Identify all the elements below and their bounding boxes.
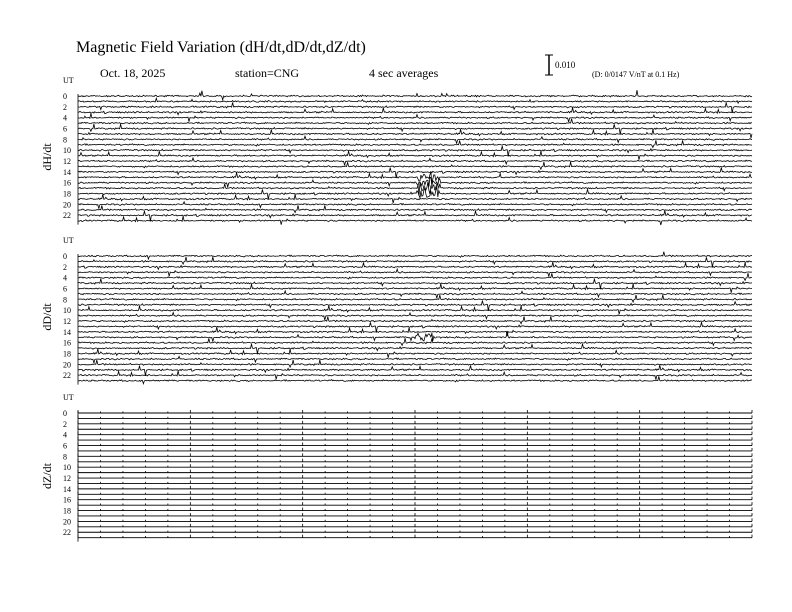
hour-tick-label: 4 [63,430,67,440]
trace-line [78,269,752,277]
date-label: Oct. 18, 2025 [100,66,166,80]
ut-axis-label: UT [63,236,74,245]
trace-line [78,306,752,315]
hour-tick-label: 4 [63,273,67,283]
trace-line [78,151,752,160]
trace-line [78,291,752,299]
trace-line [78,295,752,302]
trace-line [78,177,752,187]
hour-tick-label: 22 [63,528,71,538]
trace-line [78,338,752,345]
trace-line [78,262,752,269]
trace-line [78,356,752,363]
hour-tick-label: 6 [63,441,67,451]
hour-tick-label: 10 [63,463,71,473]
trace-line [78,102,752,113]
hour-tick-label: 14 [63,167,71,177]
trace-line [78,108,752,115]
trace-line [78,140,752,147]
trace-line [78,344,752,354]
hour-tick-label: 20 [63,360,71,370]
hour-tick-label: 12 [63,474,71,484]
hour-tick-label: 8 [63,135,67,145]
trace-line [78,257,752,268]
hour-tick-label: 20 [63,200,71,210]
hour-tick-label: 16 [63,338,71,348]
hour-tick-label: 14 [63,484,71,494]
hour-tick-label: 10 [63,146,71,156]
hour-tick-label: 22 [63,211,71,221]
trace-line [78,90,752,100]
hour-tick-label: 14 [63,327,71,337]
hour-tick-label: 8 [63,452,67,462]
trace-line [78,194,752,203]
chart-title: Magnetic Field Variation (dH/dt,dD/dt,dZ/dt) [76,39,366,56]
hour-tick-label: 12 [63,317,71,327]
hour-tick-label: 0 [63,92,67,101]
hour-tick-label: 2 [63,102,67,112]
hour-tick-label: 0 [63,252,67,261]
trace-line [78,252,752,259]
trace-line [78,129,752,138]
trace-line [78,119,752,125]
panel-ylabel: dD/dt [40,303,54,331]
hour-tick-label: 18 [63,506,71,516]
hour-tick-label: 2 [63,262,67,272]
trace-line [78,136,752,144]
hour-tick-label: 22 [63,371,71,381]
trace-line [78,162,752,169]
scale-note: (D: 0/0147 V/nT at 0.1 Hz) [592,70,680,79]
hour-tick-label: 16 [63,495,71,505]
trace-line [78,202,752,209]
trace-line [78,113,752,122]
hour-tick-label: 10 [63,306,71,316]
ut-axis-label: UT [63,393,74,402]
hour-tick-label: 18 [63,189,71,199]
hour-tick-label: 6 [63,124,67,134]
trace-line [78,327,752,336]
panel-dH-dt [40,76,752,225]
scale-bar [545,55,553,75]
panel-dZ-dt [40,393,752,542]
hour-tick-label: 8 [63,295,67,305]
hour-tick-label: 2 [63,419,67,429]
trace-line [78,216,752,225]
hour-tick-label: 20 [63,517,71,527]
panel-ylabel: dH/dt [40,143,54,171]
trace-line [78,205,752,212]
panel-dD-dt [40,236,752,385]
hour-tick-label: 6 [63,284,67,294]
trace-line [78,376,752,383]
hour-tick-label: 12 [63,157,71,167]
trace-line [78,273,752,280]
hour-tick-label: 16 [63,178,71,188]
trace-line [78,371,752,380]
trace-line [78,124,752,135]
trace-line [78,98,752,103]
trace-line [78,284,752,293]
hour-tick-label: 4 [63,113,67,123]
hour-tick-label: 0 [63,409,67,418]
trace-line [78,313,752,321]
station-label: station=CNG [235,66,300,80]
trace-line [78,158,752,166]
averaging-label: 4 sec averages [369,66,439,80]
scale-bar-value: 0.010 [555,60,576,70]
panel-ylabel: dZ/dt [40,463,54,489]
ut-axis-label: UT [63,76,74,85]
hour-tick-label: 18 [63,349,71,359]
trace-line [78,360,752,367]
